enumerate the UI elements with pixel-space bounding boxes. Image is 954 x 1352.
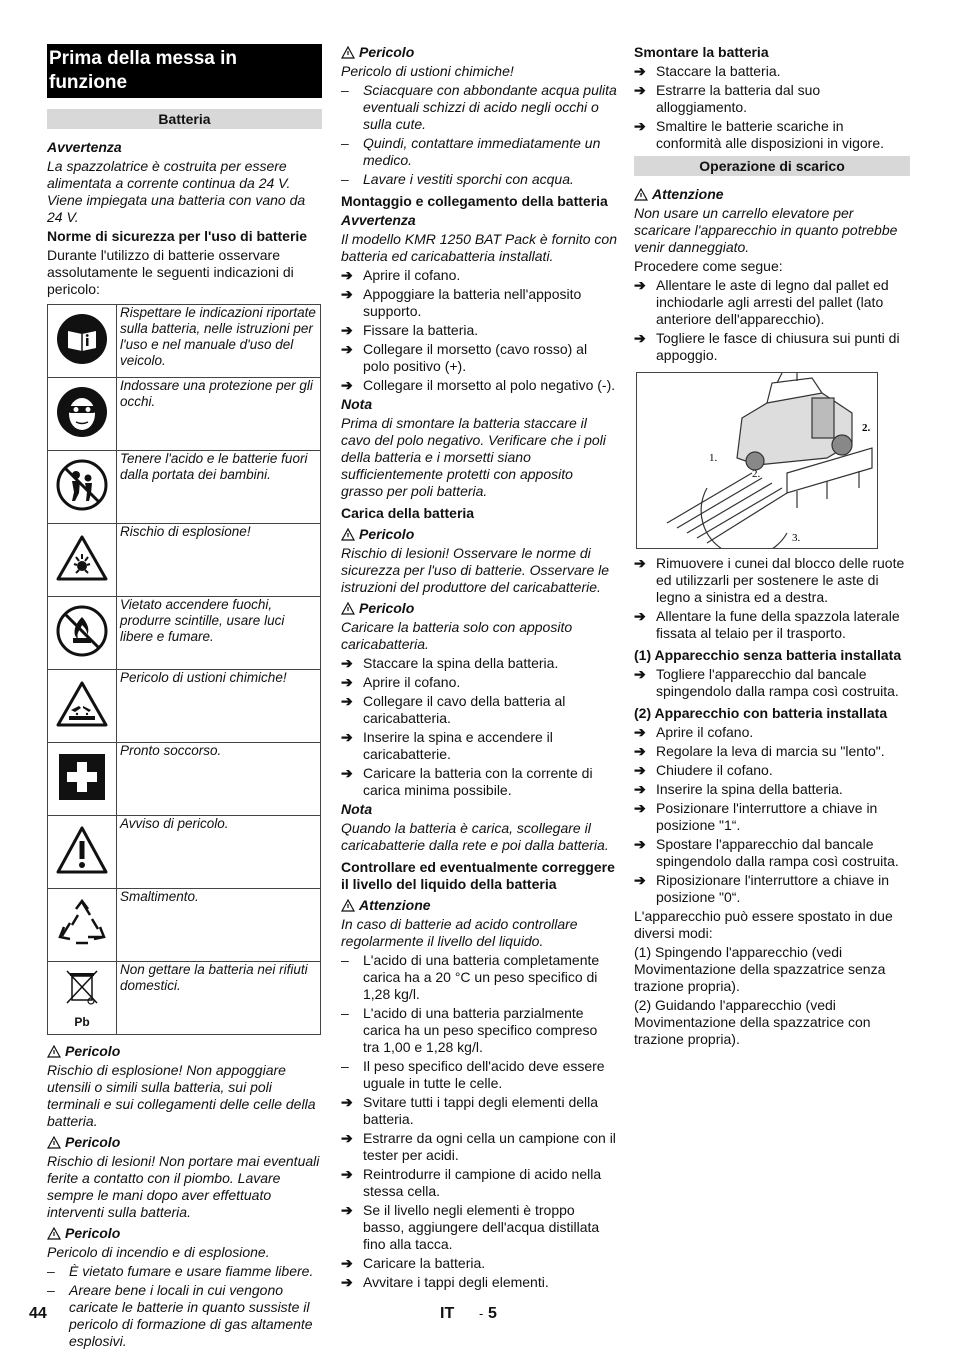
arrow-icon: ➔ xyxy=(634,118,646,134)
avvertenza-label: Avvertenza xyxy=(47,139,122,155)
children-icon xyxy=(56,459,108,511)
symbol-table xyxy=(47,304,321,1035)
column-1 xyxy=(47,44,322,1352)
fig-label-2: 2. xyxy=(752,468,761,480)
dash-item: – Sciacquare con abbondante acqua pulita eventuali schizzi di acido negli occhi o sulla cute. xyxy=(341,82,617,132)
danger-label: Pericolo xyxy=(359,600,415,616)
step-item: ➔ Appoggiare la batteria nell'apposito supporto. xyxy=(341,286,582,319)
pb-label: Pb xyxy=(74,1014,90,1029)
column-3 xyxy=(634,44,910,1050)
no-bin-icon xyxy=(62,968,102,1012)
arrow-icon: ➔ xyxy=(341,1255,353,1271)
danger-heading xyxy=(47,1134,322,1151)
arrow-icon: ➔ xyxy=(634,82,646,98)
warning-triangle-icon xyxy=(341,899,355,912)
danger-label: Pericolo xyxy=(65,1134,121,1150)
dash-item: – Lavare i vestiti sporchi con acqua. xyxy=(341,171,574,187)
warning-triangle-icon xyxy=(47,1136,61,1149)
arrow-icon: ➔ xyxy=(341,1166,353,1182)
step-item: ➔ Riposizionare l'interruttore a chiave in posizione "0“. xyxy=(634,872,890,905)
move-text: (2) Guidando l'apparecchio (vedi Movimentazione della spazzatrice con trazione propria). xyxy=(634,997,871,1047)
symbol-text: Rischio di esplosione! xyxy=(117,524,321,597)
symbol-text: Pronto soccorso. xyxy=(117,743,321,816)
symbol-row xyxy=(48,378,321,451)
warning-triangle-icon xyxy=(341,46,355,59)
arrow-icon: ➔ xyxy=(341,1274,353,1290)
attention-heading xyxy=(341,897,617,914)
danger-label: Pericolo xyxy=(359,44,415,60)
footer-separator: - xyxy=(479,1306,484,1321)
section-title: Prima della messa in funzione xyxy=(47,44,322,98)
step-item: ➔ Avvitare i tappi degli elementi. xyxy=(341,1274,549,1290)
step-item: ➔ Allentare la fune della spazzola laterale fissata al telaio per il trasporto. xyxy=(634,608,900,641)
warning-triangle-icon xyxy=(634,188,648,201)
danger-text: Rischio di lesioni! Non portare mai eventuali ferite a contatto con il piombo. Lavare sempre le mani dopo aver effettuato interventi sulla batteria. xyxy=(47,1153,320,1220)
subsection-band-batteria: Batteria xyxy=(47,109,322,129)
move-text: (1) Spingendo l'apparecchio (vedi Movimentazione della spazzatrice senza trazione propria). xyxy=(634,944,886,994)
symbol-row xyxy=(48,889,321,962)
arrow-icon: ➔ xyxy=(341,341,353,357)
case-2-heading: (2) Apparecchio con batteria installata xyxy=(634,705,888,721)
danger-text: Pericolo di incendio e di esplosione. xyxy=(47,1244,270,1260)
symbol-row xyxy=(48,816,321,889)
step-item: ➔ Estrarre da ogni cella un campione con il tester per acidi. xyxy=(341,1130,616,1163)
fig-label-1: 1. xyxy=(709,452,718,464)
step-item: ➔ Smaltire le batterie scariche in conformità alle disposizioni in vigore. xyxy=(634,118,884,151)
arrow-icon: ➔ xyxy=(341,377,353,393)
step-item: ➔ Regolare la leva di marcia su "lento". xyxy=(634,743,885,759)
explosion-icon xyxy=(55,534,109,582)
symbol-text: Vietato accendere fuochi, produrre scintille, usare luci libere e fumare. xyxy=(117,597,321,670)
arrow-icon: ➔ xyxy=(634,872,646,888)
step-item: ➔ Inserire la spina e accendere il caricabatterie. xyxy=(341,729,553,762)
dash-item: – Areare bene i locali in cui vengono caricate le batterie in quanto sussiste il pericolo di formazione di gas altamente esplosivi. xyxy=(47,1282,313,1349)
step-item: ➔ Collegare il cavo della batteria al caricabatteria. xyxy=(341,693,566,726)
step-item: ➔ Caricare la batteria con la corrente di carica minima possibile. xyxy=(341,765,593,798)
arrow-icon: ➔ xyxy=(634,762,646,778)
arrow-icon: ➔ xyxy=(634,743,646,759)
unloading-illustration xyxy=(636,372,878,549)
charge-heading: Carica della batteria xyxy=(341,505,475,521)
subsection-band-scarico: Operazione di scarico xyxy=(634,156,910,176)
step-item: ➔ Collegare il morsetto (cavo rosso) al polo positivo (+). xyxy=(341,341,588,374)
symbol-row xyxy=(48,670,321,743)
step-item: ➔ Staccare la batteria. xyxy=(634,63,781,79)
dash-item: – L'acido di una batteria completamente carica ha a 20 °C un peso specifico di 1,28 kg/l. xyxy=(341,952,600,1002)
avvertenza-text: La spazzolatrice è costruita per essere alimentata a corrente continua da 24 V. Viene impiegata una batteria con vano da 24 V. xyxy=(47,158,306,225)
danger-text: Rischio di lesioni! Osservare le norme di sicurezza per l'uso di batterie. Osservare le istruzioni del produttore del caricabatterie. xyxy=(341,545,610,595)
arrow-icon: ➔ xyxy=(634,277,646,293)
warning-triangle-icon xyxy=(341,528,355,541)
step-item: ➔ Fissare la batteria. xyxy=(341,322,479,338)
arrow-icon: ➔ xyxy=(341,674,353,690)
arrow-icon: ➔ xyxy=(634,781,646,797)
step-item: ➔ Estrarre la batteria dal suo alloggiamento. xyxy=(634,82,821,115)
symbol-text: Pericolo di ustioni chimiche! xyxy=(117,670,321,743)
danger-heading xyxy=(341,600,617,617)
danger-heading xyxy=(47,1043,322,1060)
arrow-icon: ➔ xyxy=(341,693,353,709)
danger-text: Rischio di esplosione! Non appoggiare utensili o simili sulla batteria, sui poli terminali e sui collegamenti delle celle della batteria. xyxy=(47,1062,316,1129)
attention-label: Attenzione xyxy=(359,897,431,913)
step-item: ➔ Staccare la spina della batteria. xyxy=(341,655,559,671)
symbol-text: Tenere l'acido e le batterie fuori dalla portata dei bambini. xyxy=(117,451,321,524)
dash-item: – Quindi, contattare immediatamente un medico. xyxy=(341,135,601,168)
danger-label: Pericolo xyxy=(359,526,415,542)
level-heading: Controllare ed eventualmente correggere il livello del liquido della batteria xyxy=(341,859,615,892)
danger-label: Pericolo xyxy=(65,1043,121,1059)
arrow-icon: ➔ xyxy=(341,765,353,781)
symbol-row xyxy=(48,305,321,378)
sweeper-on-pallet-drawing xyxy=(637,373,877,548)
warning-triangle-icon xyxy=(47,1227,61,1240)
case-1-heading: (1) Apparecchio senza batteria installata xyxy=(634,647,902,663)
arrow-icon: ➔ xyxy=(634,608,646,624)
danger-text: Pericolo di ustioni chimiche! xyxy=(341,63,514,79)
arrow-icon: ➔ xyxy=(341,729,353,745)
danger-heading xyxy=(341,44,617,61)
arrow-icon: ➔ xyxy=(341,1130,353,1146)
step-item: ➔ Posizionare l'interruttore a chiave in posizione "1“. xyxy=(634,800,878,833)
goggles-icon xyxy=(56,386,108,438)
mount-note: Il modello KMR 1250 BAT Pack è fornito con batteria ed caricabatteria installati. xyxy=(341,231,617,264)
step-item: ➔ Collegare il morsetto al polo negativo (-). xyxy=(341,377,616,393)
language-code: IT xyxy=(440,1305,455,1322)
mount-heading: Montaggio e collegamento della batteria xyxy=(341,193,608,209)
step-item: ➔ Aprire il cofano. xyxy=(341,267,461,283)
warning-triangle-icon xyxy=(341,602,355,615)
dash-item: – È vietato fumare e usare fiamme libere. xyxy=(47,1263,314,1279)
step-item: ➔ Aprire il cofano. xyxy=(341,674,461,690)
nota-text: Prima di smontare la batteria staccare il cavo del polo negativo. Verificare che i poli della batteria e i morsetti siano sufficientemente protetti con apposito grasso per poli batteria. xyxy=(341,415,606,499)
danger-label: Pericolo xyxy=(65,1225,121,1241)
step-item: ➔ Togliere le fasce di chiusura sui punti di appoggio. xyxy=(634,330,900,363)
symbol-row xyxy=(48,524,321,597)
arrow-icon: ➔ xyxy=(341,1094,353,1110)
first-aid-icon xyxy=(57,752,107,802)
symbol-row xyxy=(48,962,321,1035)
attention-heading xyxy=(634,186,910,203)
no-fire-icon xyxy=(56,605,108,657)
step-item: ➔ Rimuovere i cunei dal blocco delle ruote ed utilizzarli per sostenere le aste di legno a sinistra ed a destra. xyxy=(634,555,905,605)
step-item: ➔ Caricare la batteria. xyxy=(341,1255,486,1271)
arrow-icon: ➔ xyxy=(341,286,353,302)
danger-heading xyxy=(341,526,617,543)
move-text: L'apparecchio può essere spostato in due diversi modi: xyxy=(634,908,893,941)
step-item: ➔ Inserire la spina della batteria. xyxy=(634,781,843,797)
symbol-text: Smaltimento. xyxy=(117,889,321,962)
step-item: ➔ Spostare l'apparecchio dal bancale spingendolo dalla rampa così costruita. xyxy=(634,836,899,869)
warning-icon xyxy=(55,825,109,875)
attention-text: In caso di batterie ad acido controllare regolarmente il livello del liquido. xyxy=(341,916,578,949)
attention-text: Non usare un carrello elevatore per scaricare l'apparecchio in quanto potrebbe venir danneggiato. xyxy=(634,205,898,255)
step-item: ➔ Allentare le aste di legno dal pallet ed inchiodarle agli arresti del pallet (lato anteriore dell'apparecchio). xyxy=(634,277,889,327)
symbol-text: Rispettare le indicazioni riportate sulla batteria, nelle istruzioni per l'uso e nel manuale d'uso del veicolo. xyxy=(117,305,321,378)
arrow-icon: ➔ xyxy=(341,267,353,283)
arrow-icon: ➔ xyxy=(341,322,353,338)
step-item: ➔ Togliere l'apparecchio dal bancale spingendolo dalla rampa così costruita. xyxy=(634,666,899,699)
symbol-text: Non gettare la batteria nei rifiuti domestici. xyxy=(117,962,321,1035)
nota-text: Quando la batteria è carica, scollegare il caricabatterie dalla rete e poi dalla batteria. xyxy=(341,820,609,853)
safety-intro: Durante l'utilizzo di batterie osservare assolutamente le seguenti indicazioni di pericolo: xyxy=(47,247,294,297)
arrow-icon: ➔ xyxy=(634,800,646,816)
symbol-text: Avviso di pericolo. xyxy=(117,816,321,889)
arrow-icon: ➔ xyxy=(634,555,646,571)
dash-item: – L'acido di una batteria parzialmente carica ha un peso specifico compreso tra 1,00 e 1,28 kg/l. xyxy=(341,1005,598,1055)
symbol-row xyxy=(48,597,321,670)
step-item: ➔ Se il livello negli elementi è troppo basso, aggiungere dell'acqua distillata fino alla tacca. xyxy=(341,1202,600,1252)
attention-label: Attenzione xyxy=(652,186,724,202)
recycle-icon xyxy=(56,897,108,949)
warning-triangle-icon xyxy=(47,1045,61,1058)
symbol-row xyxy=(48,743,321,816)
column-2 xyxy=(341,44,617,1293)
danger-text: Caricare la batteria solo con apposito caricabatteria. xyxy=(341,619,573,652)
symbol-text: Indossare una protezione per gli occhi. xyxy=(117,378,321,451)
safety-heading: Norme di sicurezza per l'uso di batterie xyxy=(47,228,308,244)
danger-heading xyxy=(47,1225,322,1242)
proceed-text: Procedere come segue: xyxy=(634,258,783,274)
arrow-icon: ➔ xyxy=(634,836,646,852)
fig-label-2b: 2. xyxy=(862,422,871,434)
step-item: ➔ Svitare tutti i tappi degli elementi della batteria. xyxy=(341,1094,599,1127)
step-item: ➔ Aprire il cofano. xyxy=(634,724,754,740)
arrow-icon: ➔ xyxy=(634,63,646,79)
arrow-icon: ➔ xyxy=(341,655,353,671)
arrow-icon: ➔ xyxy=(341,1202,353,1218)
step-item: ➔ Reintrodurre il campione di acido nella stessa cella. xyxy=(341,1166,602,1199)
symbol-row xyxy=(48,451,321,524)
arrow-icon: ➔ xyxy=(634,330,646,346)
avvertenza-label: Avvertenza xyxy=(341,212,416,228)
step-item: ➔ Chiudere il cofano. xyxy=(634,762,773,778)
acid-burn-icon xyxy=(55,680,109,728)
nota-label: Nota xyxy=(341,396,373,412)
remove-heading: Smontare la batteria xyxy=(634,44,769,60)
dash-item: – Il peso specifico dell'acido deve essere uguale in tutte le celle. xyxy=(341,1058,605,1091)
fig-label-3: 3. xyxy=(792,532,801,544)
page-number: 44 xyxy=(29,1305,47,1322)
section-number: 5 xyxy=(488,1305,497,1322)
book-icon xyxy=(56,313,108,365)
arrow-icon: ➔ xyxy=(634,724,646,740)
nota-label: Nota xyxy=(341,801,373,817)
arrow-icon: ➔ xyxy=(634,666,646,682)
